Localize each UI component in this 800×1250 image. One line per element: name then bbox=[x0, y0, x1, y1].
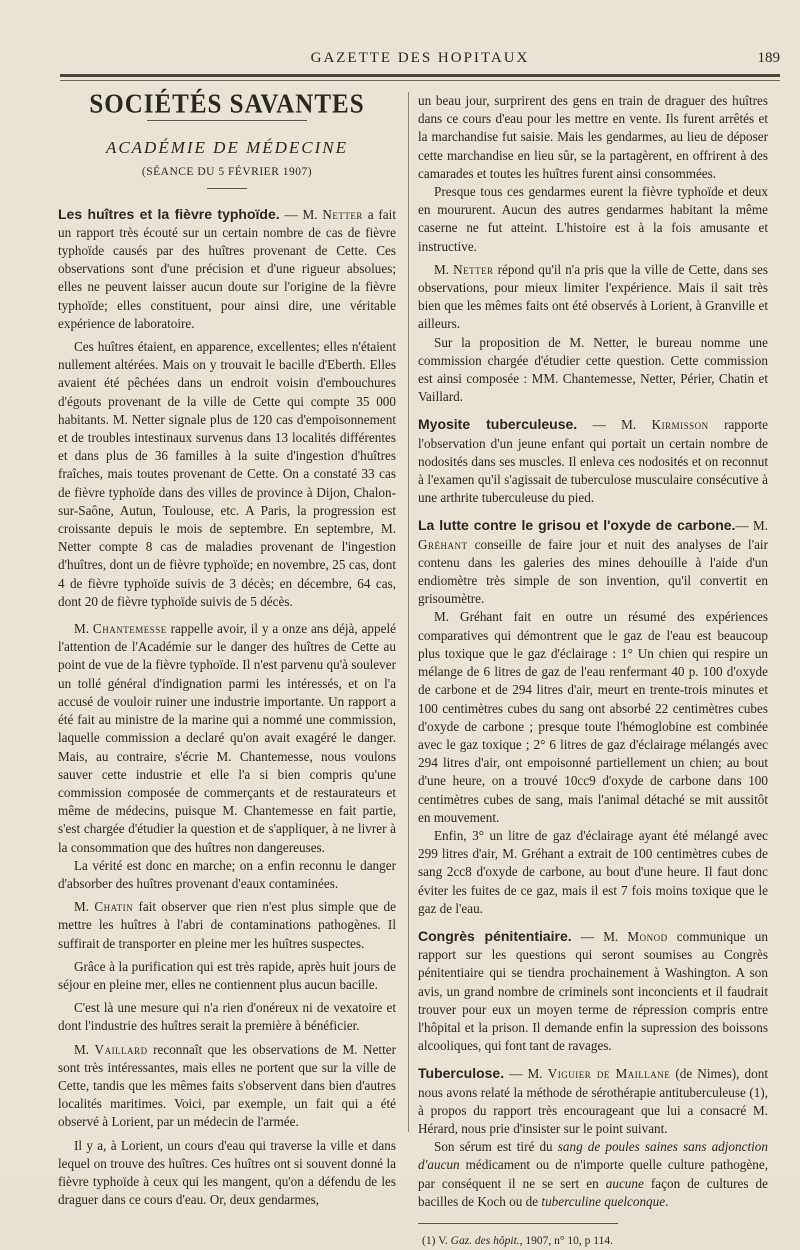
paragraph-vaillard: M. Vaillard reconnaît que les observations de M. Netter sont très intéressantes, mais elles ne portent que sur la ville de Cette, tandis que les mêmes faits s'observent dans bien d'autres localités maritimes. Voici, par exemple, un fait qui a été observé à Lorient, par un médecin de l'armée. bbox=[58, 1041, 397, 1130]
seance-date: (SÉANCE DU 5 FÉVRIER 1907) bbox=[141, 166, 313, 179]
footnote-rule bbox=[418, 1223, 618, 1224]
speaker-name: Monod bbox=[627, 928, 668, 944]
header-rule-thick bbox=[60, 74, 780, 77]
paragraph-purification: Grâce à la purification qui est très rapide, après huit jours de séjour en pleine mer, elles ne contiennent plus aucun bacille. bbox=[58, 958, 396, 992]
paragraph-chantemesse: M. Chantemesse rappelle avoir, il y a onze ans déjà, appelé l'attention de l'Académie sur le danger des huîtres de Cette au point de vue de la fièvre typhoïde. Il n'est parvenu qu'à soulever un tollé général d'indignation parmi les intéressés, et on l'a accusé de vouloir ruiner une industrie importante. Un rapport a été fait au ministre de la marine qui a nommé une commission, laquelle commission a declaré qu'on avait exagéré le danger. Mais, au contraire, s'écrie M. Chantemesse, nous voulons sauver cette industrie et elle l'a si bien compris qu'une commission composée de commerçants et de restaurateurs et même de médecins, puisque M. Chantemesse en fait partie, s'est chargée d'étudier la question et de s'appliquer, à ne livrer à la consommation que des huîtres non dangereuses. bbox=[58, 621, 396, 855]
speaker-name: Netter bbox=[453, 261, 494, 277]
paragraph-serum: Son sérum est tiré du sang de poules saines sans adjonction d'aucun médicament ou de n'importe quelle culture pathogène, par conséquent il ne se sert en aucune façon de cultures de bacilles de Koch ou de tuberculine quelconque. bbox=[418, 1139, 768, 1209]
paragraph-tuberculose: Tuberculose. — M. Viguier de Maillane (de Nimes), dont nous avons relaté la méthode de sérothérapie antituberculeuse (1), à propos du rapport très encourageant que lui a consacré M. Hérard, nous prie d'insister sur le point suivant. bbox=[418, 1065, 768, 1136]
paragraph-myosite: Myosite tuberculeuse. — M. Kirmisson rapporte l'observation d'un jeune enfant qui portait un certain nombre de nodosités dans ses muscles. Il enleva ces nodosités et on reconnut à l'examen qu'il s'agissait de tuberculose musculaire consécutive à une arthrite tuberculeuse du pied. bbox=[418, 416, 769, 506]
speaker-name: Gréhant bbox=[418, 536, 468, 552]
paragraph-truth: La vérité est donc en marche; on a enfin reconnu le danger d'absorber des huîtres provenant d'eaux contaminées. bbox=[58, 857, 396, 891]
running-head bbox=[60, 50, 780, 72]
title-rule bbox=[147, 120, 307, 121]
column-divider bbox=[408, 92, 409, 1132]
section-title: SOCIÉTÉS SAVANTES bbox=[89, 89, 365, 120]
paragraph-measure: C'est là une mesure qui n'a rien d'onéreux ni de vexatoire et dont l'industrie des huîtres serait la première à bénéficier. bbox=[58, 1000, 396, 1034]
paragraph-grehant-conclusion: Enfin, 3° un litre de gaz d'éclairage ayant été mélangé avec 299 litres d'air, M. Gréhant a extrait de 100 centimètres cubes de sang 2cc8 d'oxyde de carbone, au bout d'une heure. Il faut donc éviter les fuites de ce gaz, mais il est 7 fois moins toxique que le gaz de l'eau. bbox=[418, 827, 768, 916]
page-number: 189 bbox=[757, 50, 780, 66]
left-column bbox=[58, 89, 397, 1209]
paragraph-oysters-intro: Les huîtres et la fièvre typhoïde. — M. Netter a fait un rapport très écouté sur un certain nombre de cas de fièvre typhoïde causés par des huîtres provenant de Cette. Ces observations sont d'une précision et d'une rigueur absolues; elles ne peuvent laisser aucun doute sur l'origine de la fièvre typhoïde; elles constituent, pour ainsi dire, une véritable expérience de laboratoire. bbox=[58, 205, 396, 331]
paragraph-grisou: La lutte contre le grisou et l'oxyde de carbone.— M. Gréhant conseille de faire jour et nuit des analyses de l'air contenu dans les galeries des mines dehouille à l'aide d'un endiomètre très simple de son invention, qu'il convertit en grisoumètre. bbox=[418, 517, 768, 607]
article-heading: Les huîtres et la fièvre typhoïde. bbox=[58, 205, 280, 222]
paragraph-gendarmes-fever: Presque tous ces gendarmes eurent la fièvre typhoïde et deux en moururent. Aucun des autres gendarmes habitant la même caserne ne fut atteint. L'histoire est à la fois amusante et instructive. bbox=[418, 184, 768, 254]
speaker-name: Kirmisson bbox=[651, 417, 709, 433]
paragraph-chatin: M. Chatin fait observer que rien n'est plus simple que de mettre les huîtres à l'abri de contaminations pathogènes. Il suffirait de transporter en pleine mer les huîtres suspectes. bbox=[58, 899, 396, 951]
footnote: (1) V. Gaz. des hôpit., 1907, n° 10, p 114. bbox=[422, 1234, 613, 1247]
paragraph-commission: Sur la proposition de M. Netter, le bureau nomme une commission chargée d'étudier cette question. Cette commission est ainsi composée : MM. Chantemesse, Netter, Périer, Chatin et Vaillard. bbox=[418, 334, 768, 405]
article-heading: Congrès pénitentiaire. bbox=[418, 927, 572, 944]
speaker-name: Chantemesse bbox=[92, 621, 167, 637]
paragraph-gendarmes: un beau jour, surprirent des gens en train de draguer des huîtres dans ce cours d'eau pour les mettre en vente. Ils furent arrêtés et la marchandise fut saisie. Mais les gendarmes, au lieu de déposer cette marchandise en lieu sûr, se la partagèrent, en offrirent à des camarades et toutes les huîtres furent ainsi consommées. bbox=[418, 93, 768, 181]
header-rule-thin bbox=[60, 80, 780, 81]
journal-title: GAZETTE DES HOPITAUX bbox=[310, 50, 530, 66]
paragraph-congres: Congrès pénitentiaire. — M. Monod communique un rapport sur les questions qui seront soumises au Congrès pénitentiaire qui se tiendra prochainement à Washington. A son avis, un grand nombre de criminels sont inconcients et il faudrait trouver pour eux un moyen terme de répression compris entre l'hôpital et la prison. Il demande enfin la supression des boissons alcooliques, qui font tant de ravages. bbox=[418, 927, 768, 1054]
speaker-name: Vaillard bbox=[94, 1041, 148, 1057]
article-heading: La lutte contre le grisou et l'oxyde de carbone. bbox=[418, 517, 736, 534]
academy-heading: ACADÉMIE DE MÉDECINE bbox=[105, 138, 349, 158]
speaker-name: Chatin bbox=[94, 899, 134, 915]
paragraph-oysters-cases: Ces huîtres étaient, en apparence, excellentes; elles n'étaient nullement altérées. Mais on y trouvait le bacille d'Eberth. Elles avaient été pêchées dans un endroit voisin d'embouchures d'égouts provenant de la ville de Cette qui compte 35 000 habitants. M. Netter signale plus de 120 cas d'empoisonnement et de troubles intestinaux survenus dans 13 localités différentes et dans plus de 36 familles à la suite d'ingestion d'huîtres fraîches, mais toutes provenant de Cette. On a constaté 33 cas de fièvre typhoïde dans des villes de province à Dijon, Chalon-sur-Saône, Autun, Toulouse, etc. A Paris, la progression est croissante depuis le mois de septembre. En septembre, M. Netter compte 8 cas de maladies provenant de l'ingestion d'huîtres, dont un de fièvre typhoïde; en novembre, 25 cas, dont 4 de fièvre typhoïde suivis de 3 décès; en décembre, 64 cas, dont 20 de fièvre typhoïde suivis de 5 décès. bbox=[58, 339, 396, 609]
speaker-name: Netter bbox=[322, 206, 363, 222]
paragraph-lorient: Il y a, à Lorient, un cours d'eau qui traverse la ville et dans lequel on trouve des huîtres. Ces huîtres ont si souvent donné la fièvre typhoïde à ceux qui les mangent, qu'on a défendu de les draguer dans ce cours d'eau. Or, deux gendarmes, bbox=[58, 1137, 396, 1208]
article-heading: Tuberculose. bbox=[418, 1065, 505, 1082]
paragraph-netter-reply: M. Netter répond qu'il n'a pris que la ville de Cette, dans ses observations, pour mieux limiter l'expérience. Mais il sait très bien que les mêmes faits ont été observés à Lorient, à Granville et ailleurs. bbox=[418, 261, 768, 332]
article-heading: Myosite tuberculeuse. bbox=[418, 416, 578, 433]
paragraph-grehant-experiments: M. Gréhant fait en outre un résumé des expériences comparatives qui démontrent que le gaz de l'eau est beaucoup plus toxique que le gaz d'éclairage : 1° Un chien qui respire un mélange de 6 litres de gaz de l'eau renfermant 40 p. 100 d'oxyde de carbone et de 294 litres d'air, meurt en trente-trois minutes et 100 centimètres cubes du sang ont absorbé 22 centimètres cubes d'oxyde de carbone ; presque toute l'hémoglobine est combinée avec le gaz toxique ; 2° 6 litres de gaz d'éclairage mélangés avec 294 litres d'air, ont empoisonné partiellement un chien; au bout d'une heure, on a trouvé 10cc9 d'oxyde de carbone dans 100 centimètres cubes de sang, mais l'animal détaché se mit aussitôt en mouvement. bbox=[418, 609, 768, 825]
right-column bbox=[418, 92, 768, 1250]
academy-rule bbox=[207, 188, 247, 189]
speaker-name: Viguier de Maillane bbox=[547, 1066, 671, 1082]
